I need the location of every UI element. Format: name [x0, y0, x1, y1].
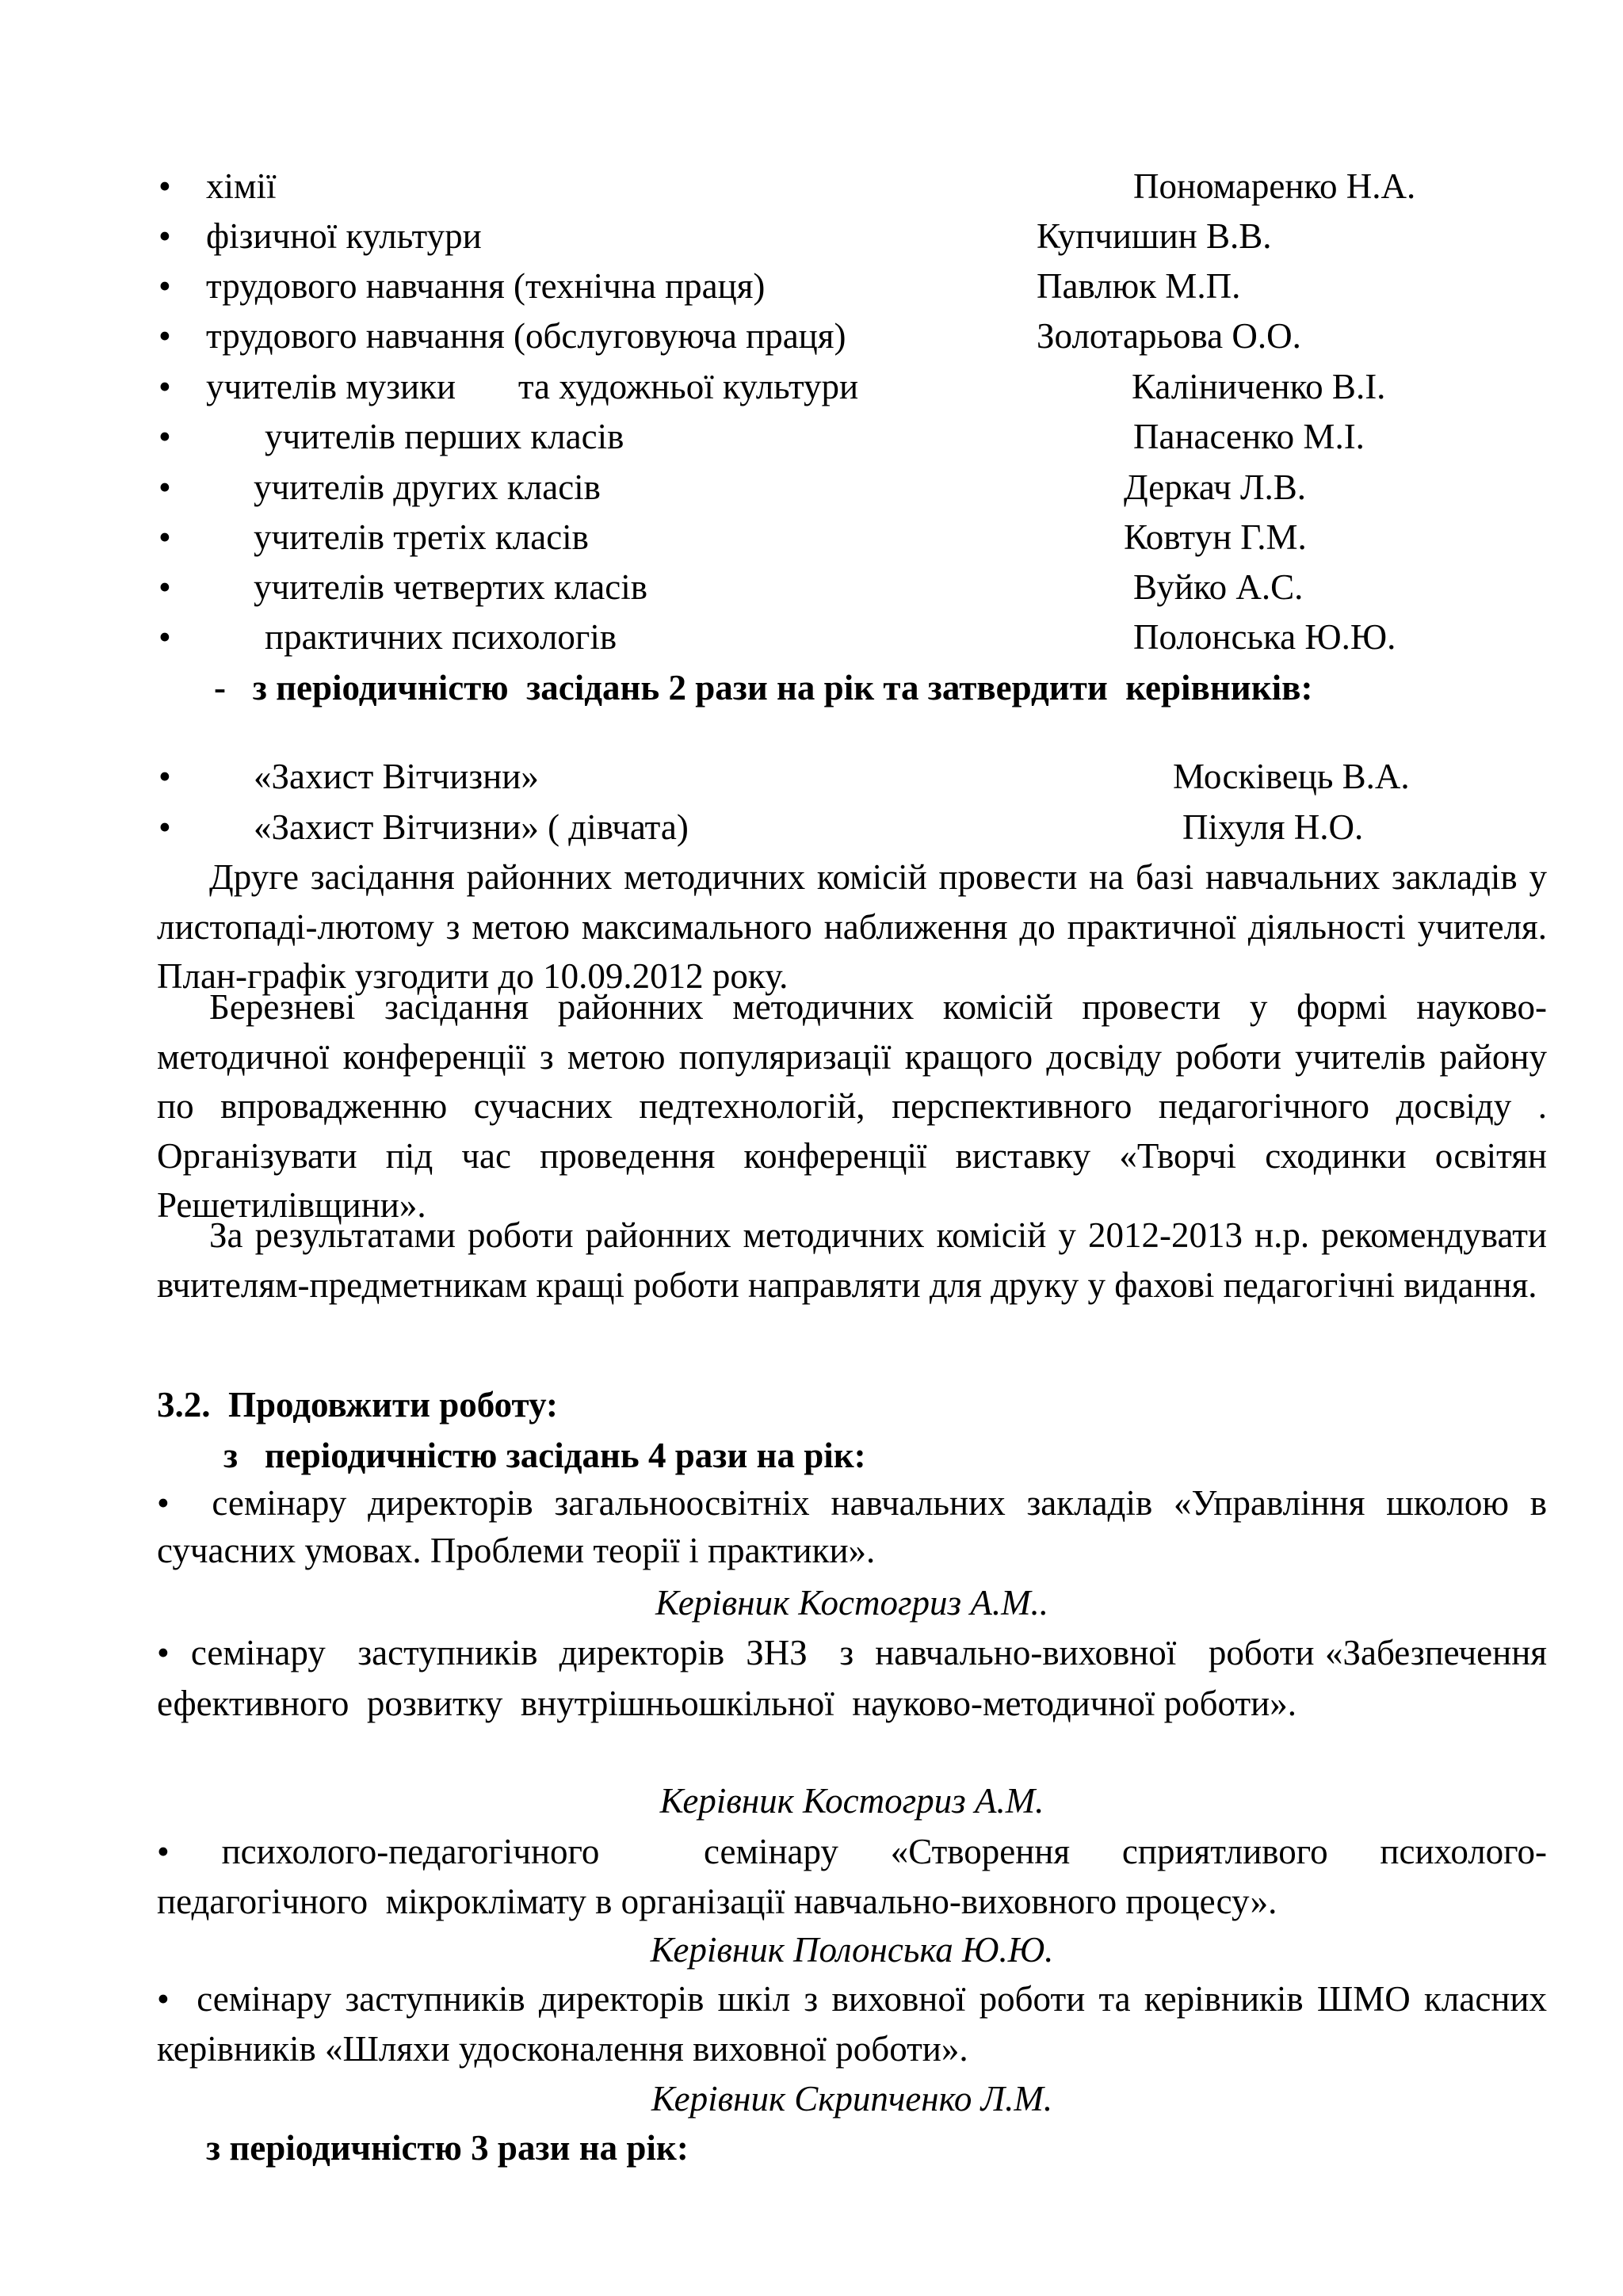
bullet-icon: •	[158, 757, 171, 796]
list-item-subject: «Захист Вітчизни»	[254, 757, 539, 796]
bullet-icon: •	[157, 1832, 170, 1871]
periodicity-heading: - з періодичністю засідань 2 рази на рік та затвердити керівників:	[214, 668, 1313, 707]
list-item-head: Купчишин В.В.	[1037, 216, 1272, 256]
seminar-text: семінару заступників директорів шкіл з виховної роботи та керівників ШМО класних керівників «Шляхи удосконалення виховної роботи».	[157, 1979, 1547, 2069]
list-item-head: Полонська Ю.Ю.	[1133, 617, 1396, 657]
list-item-subject: практичних психологів	[265, 617, 617, 657]
list-item-head: Пономаренко Н.А.	[1133, 166, 1416, 206]
list-item-subject: учителів других класів	[254, 467, 601, 507]
paragraph-text: Березневі засідання районних методичних комісій провести у формі науково-методичної конференції з метою популяризації кращого досвіду роботи учителів району по впровадженню сучасних педтехнологій, перспективного педагогічного досвіду . Організувати під час проведення конференції виставку «Творчі сходинки освітян Решетилівщини».	[157, 987, 1547, 1225]
periodicity-heading: з періодичністю 3 рази на рік:	[206, 2128, 689, 2168]
list-item-head: Золотарьова О.О.	[1037, 316, 1301, 356]
bullet-icon: •	[157, 1979, 170, 2019]
seminar-item	[157, 1479, 1547, 1574]
bullet-icon: •	[158, 807, 171, 847]
seminar-head: Керівник Костогриз А.М..	[655, 1583, 1049, 1623]
bullet-icon: •	[158, 316, 171, 356]
seminar-head: Керівник Скрипченко Л.М.	[651, 2079, 1053, 2119]
list-item-head: Ковтун Г.М.	[1124, 517, 1307, 557]
list-item-head: Вуйко А.С.	[1133, 567, 1304, 607]
list-item-subject: учителів музики та художньої культури	[206, 367, 859, 406]
list-item-subject: трудового навчання (обслуговуюча праця)	[206, 316, 846, 356]
list-item-subject: «Захист Вітчизни» ( дівчата)	[254, 807, 689, 847]
periodicity-heading: з періодичністю засідань 4 рази на рік:	[223, 1436, 866, 1475]
seminar-text: семінару заступників директорів ЗНЗ з навчально-виховної роботи «Забезпечення ефективного розвитку внутрішньошкільної науково-методичної роботи».	[157, 1633, 1574, 1723]
list-item-head: Деркач Л.В.	[1124, 467, 1306, 507]
seminar-head: Керівник Полонська Ю.Ю.	[650, 1930, 1054, 1970]
bullet-icon: •	[158, 216, 171, 256]
list-item-subject: учителів третіх класів	[254, 517, 589, 557]
paragraph	[157, 1211, 1547, 1310]
list-item-subject: учителів перших класів	[265, 417, 624, 456]
bullet-icon: •	[157, 1633, 170, 1672]
bullet-icon: •	[158, 567, 171, 607]
list-item-head: Каліниченко В.І.	[1132, 367, 1386, 406]
bullet-icon: •	[158, 367, 171, 406]
bullet-icon: •	[157, 1483, 170, 1523]
bullet-icon: •	[158, 467, 171, 507]
list-item-head: Москівець В.А.	[1173, 757, 1410, 796]
paragraph	[157, 852, 1547, 1001]
seminar-text: психолого-педагогічного семінару «Створення сприятливого психолого-педагогічного мікроклімату в організації навчально-виховного процесу».	[157, 1832, 1548, 1921]
section-heading: 3.2. Продовжити роботу:	[157, 1385, 558, 1425]
list-item-subject: фізичної культури	[206, 216, 482, 256]
list-item-head: Піхуля Н.О.	[1182, 807, 1364, 847]
list-item-head: Павлюк М.П.	[1037, 266, 1241, 306]
paragraph-text: Друге засідання районних методичних комісій провести на базі навчальних закладів у листопаді-лютому з метою максимального наближення до практичної діяльності учителя. План-графік узгодити до 10.09.2012 року.	[157, 857, 1547, 996]
bullet-icon: •	[158, 417, 171, 456]
paragraph	[157, 982, 1547, 1230]
list-item-subject: хімії	[206, 166, 277, 206]
list-item-subject: трудового навчання (технічна праця)	[206, 266, 766, 306]
seminar-item	[157, 1827, 1547, 1927]
list-item-head: Панасенко М.І.	[1133, 417, 1365, 456]
seminar-text: семінару директорів загальноосвітніх навчальних закладів «Управління школою в сучасних умовах. Проблеми теорії і практики».	[157, 1483, 1547, 1570]
paragraph-text: За результатами роботи районних методичних комісій у 2012-2013 н.р. рекомендувати вчителям-предметникам кращі роботи направляти для друку у фахові педагогічні видання.	[157, 1215, 1547, 1305]
bullet-icon: •	[158, 517, 171, 557]
seminar-head: Керівник Костогриз А.М.	[659, 1781, 1044, 1821]
bullet-icon: •	[158, 166, 171, 206]
bullet-icon: •	[158, 617, 171, 657]
seminar-item	[157, 1627, 1574, 1729]
bullet-icon: •	[158, 266, 171, 306]
list-item-subject: учителів четвертих класів	[254, 567, 647, 607]
seminar-item	[157, 1974, 1547, 2074]
